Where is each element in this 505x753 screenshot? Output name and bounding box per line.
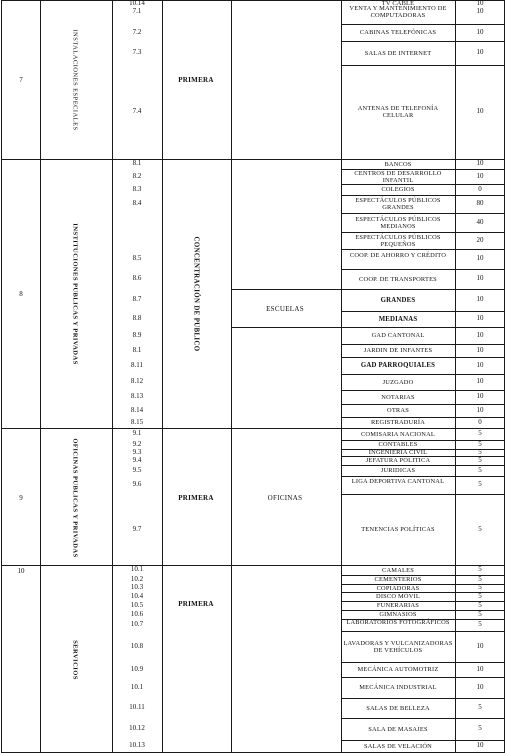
row-code: 8.2 bbox=[132, 171, 142, 180]
row-divider bbox=[341, 311, 504, 312]
row-value: 5 bbox=[478, 574, 482, 583]
row-code: 9.6 bbox=[132, 480, 142, 488]
row-code: 10.8 bbox=[130, 641, 144, 650]
row-value: 5 bbox=[478, 565, 482, 573]
row-divider bbox=[341, 698, 504, 699]
row-divider bbox=[231, 327, 341, 328]
row-value: 10 bbox=[476, 360, 484, 369]
row-code: 10.14 bbox=[129, 0, 145, 7]
row-value: 10 bbox=[476, 664, 484, 673]
row-name: NOTARIAS bbox=[381, 393, 415, 401]
column-divider bbox=[112, 0, 113, 753]
row-name: COPIADORAS bbox=[376, 584, 420, 592]
row-divider bbox=[341, 24, 504, 25]
row-name: INGENIERIA CIVIL bbox=[368, 449, 428, 456]
column-divider bbox=[455, 0, 456, 753]
row-value: 5 bbox=[478, 591, 482, 600]
row-divider bbox=[341, 249, 504, 250]
classification-label: PRIMERA bbox=[178, 494, 214, 502]
row-divider bbox=[341, 494, 504, 495]
row-value: 10 bbox=[476, 392, 484, 400]
row-name: CEMENTERIOS bbox=[374, 576, 422, 583]
row-code: 8.8 bbox=[132, 314, 142, 322]
row-value: 5 bbox=[478, 583, 482, 591]
row-code: 10.2 bbox=[130, 574, 144, 583]
row-value: 5 bbox=[478, 447, 482, 456]
category-label: INSTALACIONES ESPECIALES bbox=[71, 29, 79, 131]
row-name: TENENCIAS POLÍTICAS bbox=[361, 526, 435, 533]
row-value: 10 bbox=[476, 107, 484, 115]
row-value: 5 bbox=[478, 455, 482, 464]
category-label: OFICINAS PUBLICAS Y PRIVADAS bbox=[71, 438, 79, 558]
classification-label: PRIMERA bbox=[178, 600, 214, 608]
row-code: 10.6 bbox=[130, 609, 144, 618]
row-value: 10 bbox=[476, 27, 484, 36]
row-value: 5 bbox=[478, 429, 482, 437]
row-value: 5 bbox=[478, 600, 482, 609]
row-code: 9.5 bbox=[132, 465, 142, 474]
group-number-7: 7 bbox=[19, 76, 23, 84]
row-code: 9.4 bbox=[132, 455, 142, 464]
row-name: JARDIN DE INFANTES bbox=[363, 347, 433, 354]
row-name: COLEGIOS bbox=[381, 186, 415, 193]
row-name: CABINAS TELEFÓNICAS bbox=[359, 29, 437, 36]
row-value: 10 bbox=[476, 741, 484, 749]
row-value: 5 bbox=[478, 609, 482, 618]
row-divider bbox=[231, 428, 341, 429]
row-name: CONTABLES bbox=[378, 441, 418, 448]
row-value: 5 bbox=[478, 439, 482, 448]
row-code: 8.7 bbox=[132, 295, 142, 303]
row-name: JUZGADO bbox=[382, 378, 414, 386]
row-code: 8.1 bbox=[132, 345, 142, 354]
column-divider bbox=[1, 0, 2, 753]
row-code: 7.1 bbox=[132, 7, 142, 15]
row-code: 10.3 bbox=[130, 583, 144, 591]
row-code: 10.7 bbox=[130, 620, 144, 628]
row-code: 8.14 bbox=[130, 405, 144, 414]
row-divider bbox=[341, 195, 504, 196]
row-name: TV CABLE bbox=[381, 0, 415, 7]
row-divider bbox=[341, 327, 504, 328]
group-number-8: 8 bbox=[19, 290, 23, 298]
row-name: BANCOS bbox=[384, 160, 412, 168]
row-name: SALAS DE BELLEZA bbox=[366, 704, 430, 712]
row-name: ESPECTÁCULOS PÚBLICOS GRANDES bbox=[355, 197, 441, 211]
row-name: GAD PARROQUIALES bbox=[360, 362, 436, 369]
row-name: VENTA Y MANTENIMIENTO DE COMPUTADORAS bbox=[349, 5, 447, 19]
row-value: 10 bbox=[476, 295, 484, 303]
row-value: 10 bbox=[476, 682, 484, 691]
row-code: 9.7 bbox=[132, 524, 142, 533]
row-code: 10.13 bbox=[129, 741, 145, 749]
row-divider bbox=[341, 65, 504, 66]
row-value: 0 bbox=[478, 184, 482, 193]
row-code: 8.4 bbox=[132, 199, 142, 207]
row-code: 8.15 bbox=[130, 417, 144, 426]
classification-label: PRIMERA bbox=[178, 76, 214, 84]
row-divider bbox=[231, 289, 341, 290]
row-name: GRANDES bbox=[380, 296, 416, 304]
row-code: 8.3 bbox=[132, 184, 142, 193]
category-label: INSTITUCIONES PUBLICAS Y PRIVADAS bbox=[71, 223, 79, 365]
row-name: COOP. DE AHORRO Y CRÉDITO bbox=[349, 252, 447, 259]
row-name: COOP. DE TRANSPORTES bbox=[359, 275, 437, 283]
row-value: 10 bbox=[476, 274, 484, 282]
row-name: CENTROS DE DESARROLLO INFANTIL bbox=[354, 169, 442, 184]
row-divider bbox=[341, 41, 504, 42]
row-divider bbox=[341, 374, 504, 375]
row-name: MECÁNICA AUTOMOTRIZ bbox=[357, 666, 439, 673]
row-value: 20 bbox=[476, 235, 484, 244]
row-code: 8.1 bbox=[132, 159, 142, 167]
row-divider bbox=[341, 213, 504, 214]
row-value: 10 bbox=[476, 0, 484, 7]
row-value: 10 bbox=[476, 405, 484, 414]
row-code: 10.5 bbox=[130, 600, 144, 609]
row-code: 9.1 bbox=[132, 429, 142, 437]
row-name: DISCO MÓVIL bbox=[376, 593, 420, 600]
row-code: 7.2 bbox=[132, 27, 142, 36]
row-value: 40 bbox=[476, 217, 484, 226]
row-value: 5 bbox=[478, 620, 482, 628]
row-name: MEDIANAS bbox=[378, 315, 418, 323]
row-divider bbox=[341, 718, 504, 719]
row-value: 80 bbox=[476, 199, 484, 207]
row-value: 10 bbox=[476, 171, 484, 180]
row-code: 10.11 bbox=[129, 703, 145, 711]
group-number-10: 10 bbox=[17, 567, 25, 575]
row-value: 10 bbox=[476, 254, 484, 262]
row-name: SALA DE MASAJES bbox=[368, 725, 428, 733]
row-divider bbox=[341, 677, 504, 678]
row-value: 5 bbox=[478, 480, 482, 488]
row-value: 10 bbox=[476, 345, 484, 354]
row-value: 10 bbox=[476, 314, 484, 322]
row-value: 10 bbox=[476, 159, 484, 167]
row-code: 8.11 bbox=[131, 360, 143, 369]
row-divider bbox=[341, 357, 504, 358]
row-name: CAMALES bbox=[382, 566, 414, 574]
row-name: REGISTRADURÍA bbox=[370, 419, 426, 426]
row-name: LABORATORIOS FOTOGRÁFICOS bbox=[346, 619, 450, 626]
subgroup-label: ESCUELAS bbox=[266, 305, 304, 313]
column-divider bbox=[231, 0, 232, 753]
row-name: ESPECTÁCULOS PÚBLICOS MEDIANOS bbox=[355, 215, 441, 230]
column-divider bbox=[40, 0, 41, 753]
row-value: 5 bbox=[478, 465, 482, 474]
row-code: 10.12 bbox=[129, 724, 145, 732]
row-name: ESPECTÁCULOS PÚBLICOS PEQUEÑOS bbox=[355, 233, 441, 248]
row-value: 0 bbox=[478, 417, 482, 426]
row-value: 10 bbox=[476, 377, 484, 385]
row-name: ANTENAS DE TELEFONÍA CELULAR bbox=[357, 105, 439, 119]
row-value: 5 bbox=[478, 724, 482, 732]
row-name: LAVADORAS Y VULCANIZADORAS DE VEHÍCULOS bbox=[343, 639, 453, 654]
row-code: 8.12 bbox=[130, 377, 144, 385]
row-name: OTRAS bbox=[387, 407, 409, 414]
row-code: 10.1 bbox=[130, 682, 144, 691]
row-divider bbox=[341, 662, 504, 663]
row-divider bbox=[341, 476, 504, 477]
row-code: 8.13 bbox=[130, 392, 144, 400]
row-value: 10 bbox=[476, 48, 484, 56]
row-divider bbox=[341, 631, 504, 632]
column-divider bbox=[162, 0, 163, 753]
row-name: JURIDICAS bbox=[380, 467, 416, 474]
group-number-9: 9 bbox=[19, 494, 23, 502]
subgroup-label: OFICINAS bbox=[267, 494, 303, 502]
row-divider bbox=[341, 390, 504, 391]
row-name: FUNERARIAS bbox=[376, 602, 420, 609]
row-value: 10 bbox=[476, 641, 484, 650]
row-name: LIGA DEPORTIVA CANTONAL bbox=[351, 478, 445, 485]
row-code: 8.9 bbox=[132, 330, 142, 339]
row-name: GIMNASIOS bbox=[379, 611, 417, 618]
row-value: 5 bbox=[478, 524, 482, 533]
row-name: GAD CANTONAL bbox=[371, 332, 425, 339]
column-divider bbox=[341, 0, 342, 753]
row-name: SALAS DE INTERNET bbox=[364, 49, 432, 57]
row-code: 10.4 bbox=[130, 591, 144, 600]
category-label: SERVICIOS bbox=[71, 640, 79, 680]
row-name: MECÁNICA INDUSTRIAL bbox=[359, 684, 437, 691]
row-code: 7.4 bbox=[132, 107, 142, 115]
classification-label: CONCENTRACIÓN DE PUBLICO bbox=[192, 236, 200, 352]
row-name: COMISARIA NACIONAL bbox=[360, 430, 436, 438]
row-value: 10 bbox=[476, 330, 484, 339]
row-code: 9.3 bbox=[132, 447, 142, 456]
row-divider bbox=[341, 289, 504, 290]
row-code: 8.6 bbox=[132, 274, 142, 282]
row-value: 10 bbox=[476, 7, 484, 15]
row-value: 5 bbox=[478, 703, 482, 711]
row-code: 10.1 bbox=[130, 565, 144, 573]
row-code: 8.5 bbox=[132, 254, 142, 262]
row-code: 10.9 bbox=[130, 664, 144, 673]
row-code: 9.2 bbox=[132, 439, 142, 448]
row-code: 7.3 bbox=[132, 48, 142, 56]
row-divider bbox=[341, 269, 504, 270]
row-name: JEFATURA POLITICA bbox=[365, 457, 431, 464]
row-name: SALAS DE VELACIÓN bbox=[364, 742, 432, 750]
